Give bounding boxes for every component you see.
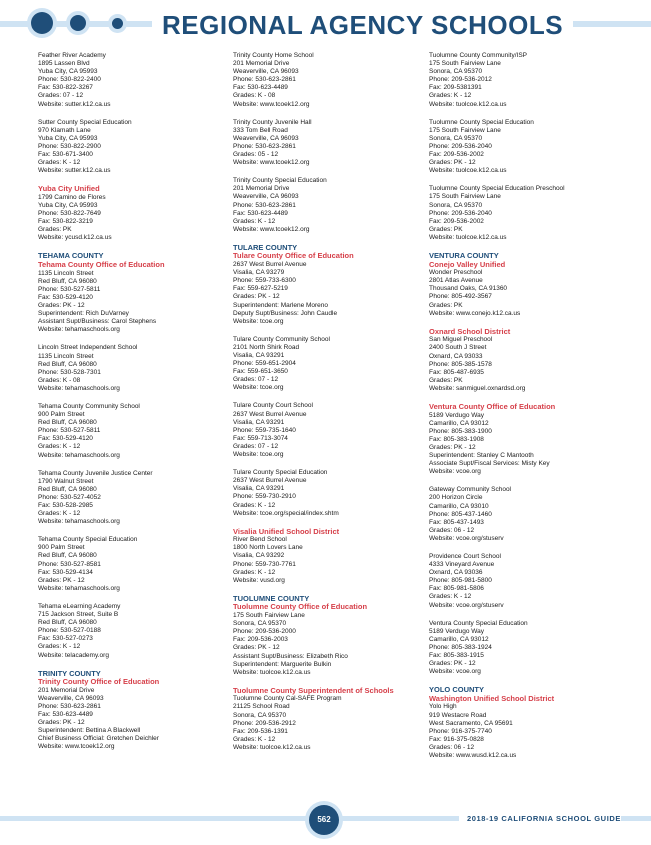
header-dot-large [31,12,53,34]
entry-line: Tuolumne County Special Education [429,118,534,126]
entry-line: Website: tcoe.org [233,317,284,325]
entry-line: Phone: 530-623-2861 [233,201,296,209]
entry-line: 1799 Camino de Flores [38,193,106,201]
entry-line: Sonora, CA 95370 [429,201,483,209]
entry-line: Sonora, CA 95370 [233,620,287,628]
entry-line: Grades: K - 12 [233,735,276,743]
directory-entry [233,119,415,168]
entry-line: Phone: 559-730-7761 [233,560,296,568]
entry-line: Grades: 07 - 12 [233,376,279,384]
directory-entry [38,344,220,393]
directory-entry [429,119,611,176]
entry-line: Grades: PK - 12 [429,443,476,451]
entry-line: Phone: 805-492-3567 [429,293,492,301]
entry-line: Sutter County Special Education [38,118,132,126]
entry-line: Fax: 209-536-2003 [233,636,288,644]
page-title: REGIONAL AGENCY SCHOOLS [152,8,573,42]
directory-entry [429,403,611,476]
entry-line: Trinity County Home School [233,52,314,59]
entry-line: Fax: 209-5381391 [429,84,482,92]
entry-line: Superintendent: Bettina A Blackwell [38,727,141,735]
guide-title: 2018-19 CALIFORNIA SCHOOL GUIDE [459,812,621,825]
county-heading: VENTURA COUNTY [429,250,499,260]
entry-line: Superintendent: Rich DuVarney [38,310,129,318]
directory-column-2 [233,52,415,762]
directory-entry [429,52,611,109]
organization-heading: Ventura County Office of Education [429,401,556,411]
entry-line: Red Bluff, CA 96080 [38,552,97,560]
entry-line: Grades: 07 - 12 [38,92,84,100]
entry-line: Assistant Supt/Business: Elizabeth Rico [233,652,348,660]
entry-line: Fax: 805-487-6935 [429,368,484,376]
entry-line: Website: tuolcoe.k12.ca.us [233,743,311,751]
entry-line: 1895 Lassen Blvd [38,60,90,68]
entry-line: Visalia, CA 93292 [233,552,285,560]
entry-line: Fax: 805-437-1493 [429,518,484,526]
page-header [0,0,651,50]
entry-line: 900 Palm Street [38,411,85,419]
directory-entry [429,620,611,677]
entry-line: Tehama eLearning Academy [38,602,121,610]
entry-line: 1790 Walnut Street [38,477,94,485]
entry-line: Weaverville, CA 96093 [233,193,299,201]
directory-entry [233,595,415,677]
entry-line: Website: sanmiguel.oxnardsd.org [429,384,526,392]
entry-line: Yuba City, CA 95993 [38,134,98,142]
entry-line: Fax: 805-383-1915 [429,652,484,659]
entry-line: Lincoln Street Independent School [38,344,138,352]
entry-line: Website: www.tcoek12.org [233,225,310,233]
organization-heading: Oxnard School District [429,326,511,336]
entry-line: Fax: 559-713-3074 [233,434,288,442]
entry-line: 201 Memorial Drive [233,60,290,68]
entry-line: Fax: 559-627-5219 [233,285,288,293]
entry-line: 2637 West Burrel Avenue [233,261,307,269]
organization-heading: Tuolumne County Office of Education [233,602,368,612]
entry-line: Phone: 559-733-6300 [233,277,296,285]
entry-line: Grades: 06 - 12 [429,526,475,534]
entry-line: Phone: 530-527-5811 [38,285,101,293]
entry-line: Tulare County Court School [233,402,313,410]
organization-heading: Yuba City Unified [38,184,100,194]
entry-line: Ventura County Special Education [429,619,528,627]
entry-line: Website: www.tcoek12.org [38,743,115,751]
entry-line: Grades: K - 12 [38,443,81,451]
entry-line: Phone: 805-437-1460 [429,510,492,518]
entry-line: Phone: 530-822-2400 [38,76,101,84]
entry-line: Fax: 805-383-1908 [429,435,484,443]
directory-entry [429,328,611,393]
entry-line: Grades: K - 12 [38,510,81,518]
entry-line: Weaverville, CA 96093 [38,694,104,702]
entry-line: Tuolumne County Cal-SAFE Program [233,695,342,703]
entry-line: Sonora, CA 95370 [429,68,483,76]
entry-line: Fax: 530-528-2985 [38,502,93,509]
county-heading: TULARE COUNTY [233,242,298,252]
entry-line: Website: tehamaschools.org [38,518,120,526]
entry-line: Weaverville, CA 96093 [233,134,299,142]
entry-line: Red Bluff, CA 96080 [38,419,97,427]
entry-line: Deputy Supt/Business: John Caudle [233,309,338,317]
entry-line: Website: tuolcoe.k12.ca.us [429,233,507,241]
entry-line: Tehama County Juvenile Justice Center [38,469,153,477]
entry-line: Phone: 559-730-2910 [233,493,296,501]
entry-line: Red Bluff, CA 96080 [38,360,97,368]
entry-line: Phone: 530-527-4052 [38,493,101,501]
entry-line: Providence Court School [429,552,501,560]
entry-line: Chief Business Official: Gretchen Deichler [38,735,159,743]
entry-line: Fax: 530-671-3400 [38,151,93,159]
entry-line: Grades: PK [429,225,463,233]
directory-entry [429,486,611,543]
entry-line: Website: sutter.k12.ca.us [38,100,111,108]
directory-entry [233,469,415,518]
entry-line: Oxnard, CA 93036 [429,569,483,577]
entry-line: Website: www.wusd.k12.ca.us [429,752,517,760]
entry-line: Fax: 805-981-5806 [429,585,484,593]
entry-line: Fax: 559-651-3650 [233,368,288,376]
entry-line: 715 Jackson Street, Suite B [38,611,119,619]
organization-heading: Tuolumne County Superintendent of Schools [233,685,394,695]
organization-heading: Tehama County Office of Education [38,260,165,270]
entry-line: Tehama County Special Education [38,536,138,544]
entry-line: 200 Horizon Circle [429,494,483,502]
directory-entry [429,686,611,760]
entry-line: Grades: PK [429,376,463,384]
entry-line: Phone: 530-822-7649 [38,210,101,218]
entry-line: Grades: K - 12 [233,217,276,225]
entry-line: Sonora, CA 95370 [233,711,287,719]
entry-line: Grades: 05 - 12 [233,151,279,159]
entry-line: Website: tehamaschools.org [38,584,120,592]
entry-line: Website: tcoe.org [233,384,284,392]
entry-line: Tehama County Community School [38,402,140,410]
header-dot-medium [70,15,86,31]
entry-line: Phone: 559-651-2904 [233,360,296,368]
entry-line: Wonder Preschool [429,269,483,277]
county-heading: YOLO COUNTY [429,685,485,695]
entry-line: Website: vcoe.org [429,668,481,676]
entry-line: Website: vusd.org [233,576,285,584]
entry-line: Assistant Supt/Business: Carol Stephens [38,318,157,326]
entry-line: 2101 North Shirk Road [233,343,300,351]
entry-line: Website: tehamaschools.org [38,326,120,334]
directory-entry [233,687,415,752]
directory-entry [429,185,611,242]
directory-entry [38,470,220,527]
entry-line: Visalia, CA 93291 [233,352,285,359]
entry-line: Phone: 530-527-8581 [38,560,101,568]
entry-line: 175 South Fairview Lane [233,612,305,620]
entry-line: Phone: 530-528-7301 [38,368,101,376]
entry-line: Red Bluff, CA 96080 [38,485,97,493]
directory-entry [38,252,220,334]
entry-line: Phone: 209-536-2912 [233,719,296,727]
entry-line: Fax: 530-527-0273 [38,635,93,643]
entry-line: Trinity County Juvenile Hall [233,118,312,126]
entry-line: Tuolumne County Special Education Preschool [429,185,565,193]
organization-heading: Tulare County Office of Education [233,251,354,261]
entry-line: Website: vcoe.org [429,468,481,476]
entry-line: 5189 Verdugo Way [429,627,485,635]
entry-line: Grades: 06 - 12 [429,743,475,751]
entry-line: Website: vcoe.org/stuserv [429,534,504,542]
entry-line: Grades: K - 12 [233,568,276,576]
entry-line: Website: tuolcoe.k12.ca.us [429,100,507,108]
entry-line: Red Bluff, CA 96080 [38,619,97,627]
entry-line: 2801 Atlas Avenue [429,277,483,285]
organization-heading: Visalia Unified School District [233,526,340,536]
entry-line: Grades: K - 12 [38,159,81,167]
county-heading: TRINITY COUNTY [38,668,101,678]
entry-line: Fax: 530-822-3219 [38,218,93,226]
entry-line: Grades: PK - 12 [38,719,85,727]
entry-line: Phone: 805-383-1924 [429,643,492,651]
entry-line: Superintendent: Marguerite Bulkin [233,660,332,668]
entry-line: Phone: 209-536-2040 [429,142,492,150]
entry-line: Associate Supt/Fiscal Services: Misty Key [429,460,550,468]
page-number: 562 [309,805,339,835]
entry-line: Fax: 916-375-0828 [429,735,484,743]
entry-line: Grades: PK - 12 [38,302,85,310]
entry-line: Tuolumne County Community/ISP [429,52,528,59]
entry-line: Website: tehamaschools.org [38,384,120,392]
directory-entry [38,52,220,109]
directory-entry [38,536,220,593]
entry-line: Grades: K - 12 [233,501,276,509]
entry-line: Website: telacademy.org [38,651,109,659]
entry-line: Phone: 530-623-2861 [38,702,101,710]
entry-line: Red Bluff, CA 96080 [38,277,97,285]
entry-line: 333 Tom Bell Road [233,126,288,134]
directory-entry [233,244,415,326]
entry-line: Feather River Academy [38,52,106,59]
entry-line: 4333 Vineyard Avenue [429,561,495,569]
entry-line: Fax: 530-529-4120 [38,435,93,443]
entry-line: 2400 South J Street [429,344,487,352]
directory-entry [233,402,415,459]
entry-line: Grades: K - 08 [38,376,81,384]
entry-line: Fax: 530-529-4120 [38,293,93,301]
entry-line: Phone: 209-536-2040 [429,209,492,217]
entry-line: Phone: 209-536-2012 [429,76,492,84]
entry-line: 1135 Lincoln Street [38,269,94,277]
entry-line: 21125 School Road [233,703,290,711]
organization-heading: Conejo Valley Unified [429,259,506,269]
entry-line: San Miguel Preschool [429,336,493,344]
entry-line: Camarillo, CA 93012 [429,635,489,643]
directory-column-3 [429,52,611,770]
entry-line: River Bend School [233,536,287,544]
entry-line: Fax: 530-822-3267 [38,84,93,92]
entry-line: Website: tuolcoe.k12.ca.us [429,167,507,175]
entry-line: Website: tcoe.org/special/index.shtm [233,509,339,517]
entry-line: Fax: 530-623-4489 [233,84,288,92]
page-footer [0,800,651,845]
entry-line: Website: vcoe.org/stuserv [429,601,504,609]
entry-line: Phone: 530-822-2900 [38,142,101,150]
entry-line: Yolo High [429,703,457,711]
directory-entry [38,403,220,460]
entry-line: 175 South Fairview Lane [429,193,501,201]
entry-line: Yuba City, CA 95993 [38,68,98,76]
entry-line: Website: ycusd.k12.ca.us [38,234,112,242]
entry-line: Website: www.conejo.k12.ca.us [429,309,521,317]
entry-line: Website: tehamaschools.org [38,451,120,459]
entry-line: Visalia, CA 93291 [233,418,285,426]
directory-column-1 [38,52,220,762]
entry-line: Website: sutter.k12.ca.us [38,167,111,175]
entry-line: Tulare County Special Education [233,469,328,477]
entry-line: Fax: 530-623-4489 [38,711,93,719]
directory-entry [38,119,220,176]
entry-line: Grades: K - 12 [429,593,472,601]
entry-line: Yuba City, CA 95993 [38,202,98,209]
entry-line: Grades: 07 - 12 [233,442,279,450]
directory-entry [233,52,415,109]
entry-line: Website: tcoe.org [233,451,284,459]
entry-line: Phone: 559-735-1640 [233,426,296,434]
entry-line: Sonora, CA 95370 [429,134,483,142]
entry-line: Fax: 530-623-4489 [233,209,288,217]
entry-line: 2637 West Burrel Avenue [233,477,307,485]
entry-line: Tulare County Community School [233,335,330,343]
entry-line: Gateway Community School [429,486,512,494]
entry-line: Phone: 916-375-7740 [429,727,492,735]
entry-line: Trinity County Special Education [233,177,327,185]
county-heading: TUOLUMNE COUNTY [233,593,310,603]
entry-line: Grades: K - 08 [233,92,276,100]
entry-line: Grades: PK - 12 [38,576,85,584]
entry-line: Superintendent: Marlene Moreno [233,301,329,309]
organization-heading: Trinity County Office of Education [38,677,160,687]
entry-line: Weaverville, CA 96093 [233,68,299,76]
entry-line: 175 South Fairview Lane [429,60,501,68]
entry-line: West Sacramento, CA 95691 [429,719,513,727]
directory-entry [233,528,415,585]
directory-entry [38,603,220,660]
entry-line: Visalia, CA 93291 [233,485,285,493]
entry-line: Fax: 530-529-4134 [38,568,93,576]
entry-line: 919 Westacre Road [429,711,487,719]
directory-entry [233,177,415,234]
entry-line: 201 Memorial Drive [38,686,95,694]
entry-line: 970 Klamath Lane [38,126,91,134]
entry-line: 1800 North Lovers Lane [233,544,303,552]
entry-line: Phone: 209-536-2000 [233,628,296,636]
entry-line: Phone: 805-383-1900 [429,427,492,435]
entry-line: Phone: 805-981-5800 [429,577,492,585]
entry-line: 1135 Lincoln Street [38,352,94,360]
entry-line: Website: www.tcoek12.org [233,100,310,108]
entry-line: Fax: 209-536-1391 [233,727,288,735]
organization-heading: Washington Unified School District [429,693,555,703]
entry-line: 2637 West Burrel Avenue [233,410,307,418]
entry-line: Camarillo, CA 93010 [429,502,489,510]
directory-entry [38,185,220,242]
entry-line: Website: www.tcoek12.org [233,159,310,167]
entry-line: Grades: PK [429,301,463,309]
directory-entry [429,553,611,610]
county-heading: TEHAMA COUNTY [38,251,104,261]
entry-line: Phone: 530-527-0188 [38,627,101,635]
directory-entry [429,252,611,318]
entry-line: Grades: K - 12 [38,643,81,651]
entry-line: Phone: 530-623-2861 [233,142,296,150]
entry-line: Grades: PK - 12 [429,660,476,668]
directory-entry [38,670,220,752]
entry-line: 900 Palm Street [38,544,85,552]
entry-line: Oxnard, CA 93033 [429,352,483,360]
entry-line: Thousand Oaks, CA 91360 [429,285,508,293]
entry-line: Grades: PK [38,226,72,234]
entry-line: Grades: PK - 12 [233,644,280,652]
entry-line: Visalia, CA 93279 [233,269,285,277]
entry-line: Phone: 530-623-2861 [233,76,296,84]
entry-line: Camarillo, CA 93012 [429,419,489,427]
entry-line: Fax: 209-536-2002 [429,151,484,159]
entry-line: Phone: 805-385-1578 [429,360,492,368]
directory-entry [233,336,415,393]
entry-line: Fax: 209-536-2002 [429,217,484,225]
entry-line: Superintendent: Stanley C Mantooth [429,452,534,460]
entry-line: 5189 Verdugo Way [429,411,485,419]
entry-line: Grades: PK - 12 [429,159,476,167]
entry-line: Grades: PK - 12 [233,293,280,301]
header-dot-small [112,18,123,29]
entry-line: 201 Memorial Drive [233,185,290,193]
entry-line: Grades: K - 12 [429,92,472,100]
entry-line: Website: tuolcoe.k12.ca.us [233,668,311,676]
entry-line: 175 South Fairview Lane [429,126,501,134]
entry-line: Phone: 530-527-5811 [38,427,101,435]
